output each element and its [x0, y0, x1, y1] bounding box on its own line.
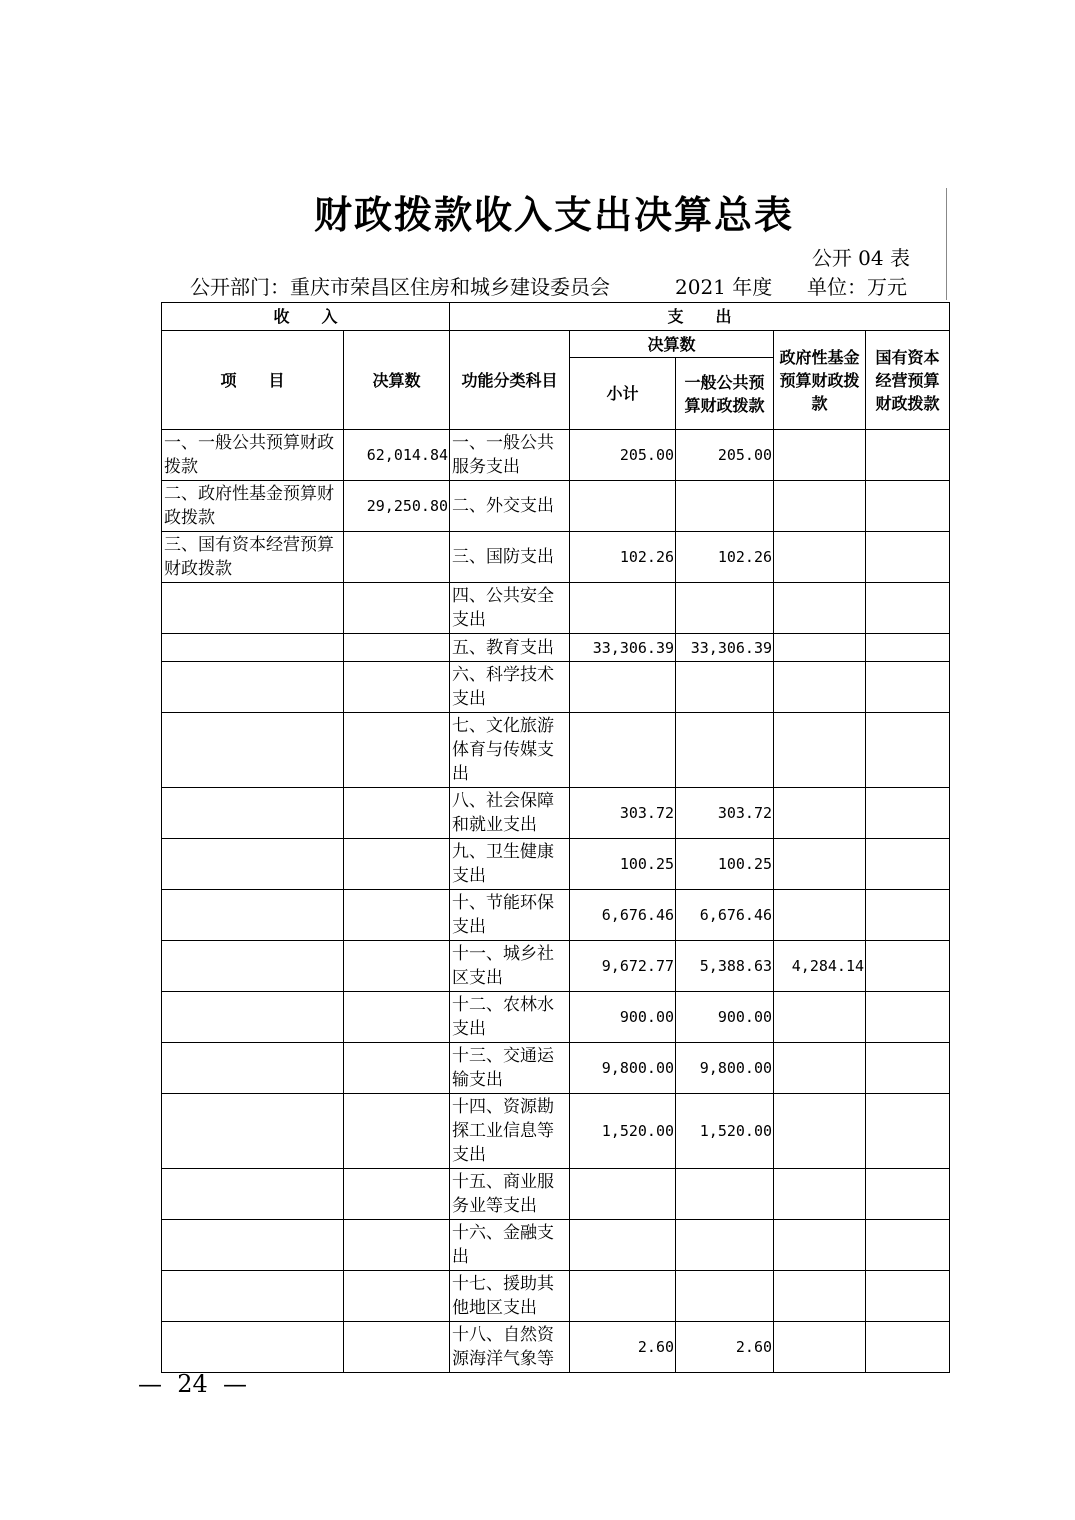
general-budget-cell: 1,520.00 — [676, 1094, 774, 1169]
category-cell: 十八、自然资源海洋气象等 — [450, 1322, 570, 1373]
state-capital-cell — [866, 662, 950, 713]
subtotal-header: 小计 — [570, 358, 676, 430]
table-row — [162, 662, 950, 713]
subtotal-cell — [570, 1169, 676, 1220]
income-item-cell — [162, 1043, 344, 1094]
general-budget-header: 一般公共预算财政拨款 — [676, 358, 774, 430]
fund-budget-cell — [774, 1094, 866, 1169]
general-budget-cell: 303.72 — [676, 788, 774, 839]
category-cell: 八、社会保障和就业支出 — [450, 788, 570, 839]
subtotal-cell: 9,800.00 — [570, 1043, 676, 1094]
subtotal-cell: 1,520.00 — [570, 1094, 676, 1169]
income-amount-cell — [344, 1094, 450, 1169]
category-cell: 十一、城乡社区支出 — [450, 941, 570, 992]
income-item-cell — [162, 1220, 344, 1271]
category-cell: 十六、金融支出 — [450, 1220, 570, 1271]
income-item-cell — [162, 1169, 344, 1220]
expense-header: 支 出 — [450, 303, 950, 331]
table-row — [162, 583, 950, 634]
meta-line — [190, 273, 920, 301]
state-capital-cell — [866, 634, 950, 662]
category-cell: 二、外交支出 — [450, 481, 570, 532]
state-capital-cell — [866, 941, 950, 992]
general-budget-cell — [676, 1220, 774, 1271]
table-row — [162, 1169, 950, 1220]
income-amount-cell — [344, 992, 450, 1043]
general-budget-cell — [676, 1169, 774, 1220]
state-capital-cell — [866, 788, 950, 839]
subtotal-cell: 102.26 — [570, 532, 676, 583]
state-capital-cell — [866, 430, 950, 481]
subtotal-cell — [570, 583, 676, 634]
state-capital-cell — [866, 532, 950, 583]
general-budget-cell — [676, 481, 774, 532]
appropriation-table — [161, 302, 950, 1373]
subtotal-cell — [570, 481, 676, 532]
category-cell: 十七、援助其他地区支出 — [450, 1271, 570, 1322]
income-header: 收 入 — [162, 303, 450, 331]
table-row — [162, 1043, 950, 1094]
fund-budget-cell — [774, 1271, 866, 1322]
item-header: 项 目 — [162, 331, 344, 430]
income-amount-cell — [344, 1169, 450, 1220]
income-item-cell: 一、一般公共预算财政拨款 — [162, 430, 344, 481]
income-item-cell — [162, 788, 344, 839]
table-row — [162, 532, 950, 583]
subtotal-cell: 33,306.39 — [570, 634, 676, 662]
income-item-cell — [162, 662, 344, 713]
state-capital-cell — [866, 481, 950, 532]
income-amount-cell — [344, 583, 450, 634]
fund-budget-cell — [774, 713, 866, 788]
general-budget-cell: 100.25 — [676, 839, 774, 890]
category-cell: 九、卫生健康支出 — [450, 839, 570, 890]
subtotal-cell: 2.60 — [570, 1322, 676, 1373]
income-item-cell: 二、政府性基金预算财政拨款 — [162, 481, 344, 532]
general-budget-cell: 900.00 — [676, 992, 774, 1043]
state-capital-cell — [866, 1169, 950, 1220]
table-row — [162, 1094, 950, 1169]
income-item-cell — [162, 1322, 344, 1373]
fiscal-year: 2021 年度 — [675, 275, 773, 299]
table-row — [162, 1271, 950, 1322]
income-item-cell — [162, 1094, 344, 1169]
table-row — [162, 890, 950, 941]
fund-budget-header: 政府性基金预算财政拨款 — [774, 331, 866, 430]
page-title: 财政拨款收入支出决算总表 — [313, 193, 794, 237]
income-item-cell — [162, 1271, 344, 1322]
general-budget-cell: 33,306.39 — [676, 634, 774, 662]
income-item-cell — [162, 713, 344, 788]
general-budget-cell: 9,800.00 — [676, 1043, 774, 1094]
income-amount-cell — [344, 662, 450, 713]
fund-budget-cell — [774, 1043, 866, 1094]
subtotal-cell: 205.00 — [570, 430, 676, 481]
table-row — [162, 788, 950, 839]
fund-budget-cell — [774, 1169, 866, 1220]
general-budget-cell — [676, 1271, 774, 1322]
fund-budget-cell — [774, 1220, 866, 1271]
category-cell: 三、国防支出 — [450, 532, 570, 583]
state-capital-cell — [866, 1322, 950, 1373]
income-amount-cell — [344, 839, 450, 890]
general-budget-cell: 5,388.63 — [676, 941, 774, 992]
general-budget-cell — [676, 713, 774, 788]
state-capital-cell — [866, 1271, 950, 1322]
subtotal-cell — [570, 662, 676, 713]
income-amount-cell — [344, 1271, 450, 1322]
fund-budget-cell — [774, 634, 866, 662]
income-item-cell — [162, 583, 344, 634]
category-cell: 六、科学技术支出 — [450, 662, 570, 713]
function-category-header: 功能分类科目 — [450, 331, 570, 430]
table-row — [162, 481, 950, 532]
table-row — [162, 941, 950, 992]
department-label: 公开部门：重庆市荣昌区住房和城乡建设委员会 — [190, 275, 610, 299]
general-budget-cell: 205.00 — [676, 430, 774, 481]
category-cell: 十二、农林水支出 — [450, 992, 570, 1043]
income-amount-cell — [344, 890, 450, 941]
category-cell: 十四、资源勘探工业信息等支出 — [450, 1094, 570, 1169]
general-budget-cell: 102.26 — [676, 532, 774, 583]
fund-budget-cell — [774, 839, 866, 890]
category-cell: 十、节能环保支出 — [450, 890, 570, 941]
fund-budget-cell — [774, 992, 866, 1043]
income-item-cell — [162, 634, 344, 662]
income-amount-cell — [344, 713, 450, 788]
fund-budget-cell — [774, 1322, 866, 1373]
subtotal-cell: 303.72 — [570, 788, 676, 839]
state-capital-cell — [866, 1220, 950, 1271]
fund-budget-cell — [774, 481, 866, 532]
fund-budget-cell — [774, 532, 866, 583]
general-budget-cell: 6,676.46 — [676, 890, 774, 941]
category-cell: 七、文化旅游体育与传媒支出 — [450, 713, 570, 788]
income-amount-cell — [344, 1043, 450, 1094]
fund-budget-cell: 4,284.14 — [774, 941, 866, 992]
income-item-cell: 三、国有资本经营预算财政拨款 — [162, 532, 344, 583]
state-capital-cell — [866, 890, 950, 941]
subtotal-cell — [570, 1271, 676, 1322]
income-amount-cell — [344, 634, 450, 662]
income-item-cell — [162, 839, 344, 890]
income-item-cell — [162, 941, 344, 992]
subtotal-cell: 6,676.46 — [570, 890, 676, 941]
state-capital-cell — [866, 713, 950, 788]
state-capital-cell — [866, 1094, 950, 1169]
subtotal-cell — [570, 1220, 676, 1271]
income-item-cell — [162, 992, 344, 1043]
category-cell: 一、一般公共服务支出 — [450, 430, 570, 481]
general-budget-cell — [676, 662, 774, 713]
fund-budget-cell — [774, 788, 866, 839]
table-row — [162, 634, 950, 662]
fund-budget-cell — [774, 662, 866, 713]
table-row — [162, 1220, 950, 1271]
income-amount-cell — [344, 941, 450, 992]
income-amount-cell — [344, 788, 450, 839]
fund-budget-cell — [774, 430, 866, 481]
category-cell: 十五、商业服务业等支出 — [450, 1169, 570, 1220]
state-capital-cell — [866, 839, 950, 890]
table-row — [162, 839, 950, 890]
income-amount-cell — [344, 1322, 450, 1373]
state-capital-cell — [866, 583, 950, 634]
fund-budget-cell — [774, 890, 866, 941]
category-cell: 四、公共安全支出 — [450, 583, 570, 634]
income-amount-cell — [344, 532, 450, 583]
unit-label: 单位：万元 — [807, 275, 907, 299]
subtotal-cell: 100.25 — [570, 839, 676, 890]
expense-amount-header: 决算数 — [570, 331, 774, 358]
table-row — [162, 992, 950, 1043]
income-amount-cell — [344, 1220, 450, 1271]
table-row — [162, 1322, 950, 1373]
state-capital-cell — [866, 992, 950, 1043]
category-cell: 十三、交通运输支出 — [450, 1043, 570, 1094]
income-item-cell — [162, 890, 344, 941]
subtotal-cell — [570, 713, 676, 788]
state-capital-cell — [866, 1043, 950, 1094]
general-budget-cell — [676, 583, 774, 634]
subtotal-cell: 900.00 — [570, 992, 676, 1043]
income-amount-header: 决算数 — [344, 331, 450, 430]
form-number: 公开 04 表 — [811, 246, 910, 270]
income-amount-cell: 62,014.84 — [344, 430, 450, 481]
category-cell: 五、教育支出 — [450, 634, 570, 662]
subtotal-cell: 9,672.77 — [570, 941, 676, 992]
income-amount-cell: 29,250.80 — [344, 481, 450, 532]
state-capital-header: 国有资本经营预算财政拨款 — [866, 331, 950, 430]
table-row — [162, 713, 950, 788]
fund-budget-cell — [774, 583, 866, 634]
table-row — [162, 430, 950, 481]
page-number: — 24 — — [138, 1370, 248, 1398]
general-budget-cell: 2.60 — [676, 1322, 774, 1373]
